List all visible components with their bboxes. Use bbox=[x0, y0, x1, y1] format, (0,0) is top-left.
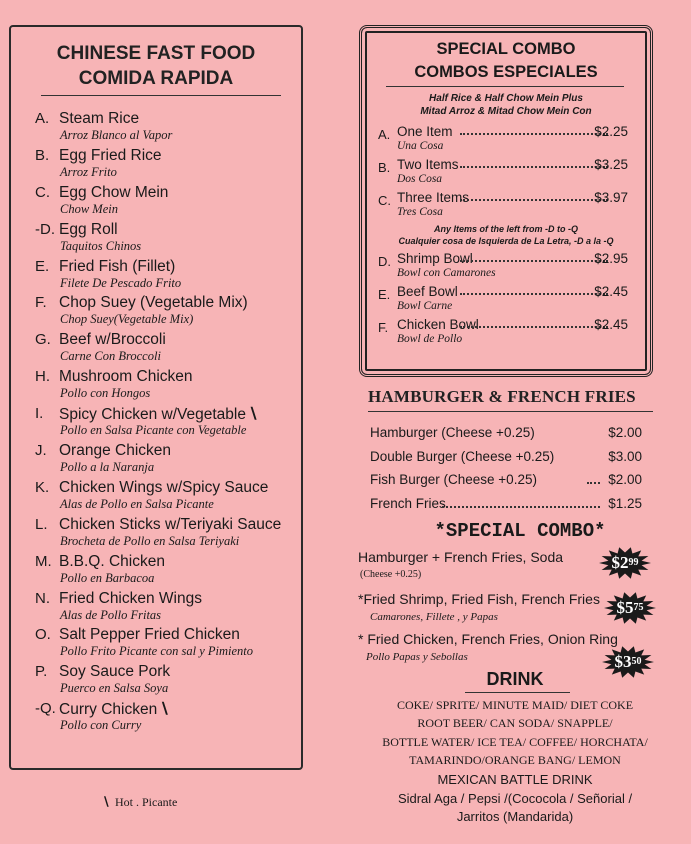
menu-item-name-text: Fried Fish (Fillet) bbox=[59, 257, 176, 275]
menu-item-letter: C. bbox=[35, 183, 50, 201]
menu-item-spanish: Taquitos Chinos bbox=[60, 238, 142, 253]
combo-note bbox=[362, 223, 650, 247]
menu-item bbox=[35, 110, 301, 147]
combo-title-english: SPECIAL COMBO bbox=[436, 40, 576, 58]
menu-title-spanish: COMIDA RAPIDA bbox=[78, 68, 234, 89]
menu-item-name-text: Curry Chicken bbox=[59, 701, 158, 719]
menu-item-letter: F. bbox=[35, 294, 47, 312]
combo-item-spanish: Bowl con Camarones bbox=[397, 267, 496, 279]
burger-item-price: $3.00 bbox=[608, 449, 642, 464]
burger-item bbox=[370, 472, 642, 494]
price-1-main: 2 bbox=[620, 553, 629, 572]
menu-item-letter: J. bbox=[35, 442, 47, 460]
menu-item-spanish: Arroz Frito bbox=[60, 164, 117, 179]
burger-item-price: $1.25 bbox=[608, 496, 642, 511]
combo-item bbox=[378, 284, 650, 317]
menu-item-spanish: Alas de Pollo Fritas bbox=[60, 607, 162, 622]
combo-item-letter: A. bbox=[378, 127, 391, 142]
menu-item-letter: N. bbox=[35, 589, 50, 607]
menu-item-name bbox=[59, 368, 193, 386]
special-combo-3-sub: Pollo Papas y Sebollas bbox=[366, 651, 468, 663]
menu-item-name-text: Beef w/Broccoli bbox=[59, 331, 166, 349]
chinese-menu-panel bbox=[9, 25, 303, 770]
combo-item bbox=[378, 317, 650, 350]
menu-item-letter: K. bbox=[35, 478, 50, 496]
menu-item-spanish: Pollo en Barbacoa bbox=[60, 570, 155, 585]
menu-item-name-text: Soy Sauce Pork bbox=[59, 663, 171, 681]
burger-item bbox=[370, 425, 642, 447]
menu-item-spanish: Carne Con Broccoli bbox=[60, 349, 161, 364]
combo-note-english: Any Items of the left from -D to -Q bbox=[434, 224, 578, 234]
combo-item-name: Two Items bbox=[397, 157, 459, 172]
menu-item bbox=[35, 405, 301, 442]
menu-item-letter: -D. bbox=[35, 220, 55, 238]
burger-item-name: Double Burger (Cheese +0.25) bbox=[370, 449, 555, 464]
menu-item-spanish: Puerco en Salsa Soya bbox=[60, 681, 169, 696]
menu-item bbox=[35, 700, 301, 737]
combo-subtitle-spanish: Mitad Arroz & Mitad Chow Mein Con bbox=[420, 106, 592, 117]
title-divider bbox=[41, 95, 281, 96]
menu-item bbox=[35, 331, 301, 368]
combo-title-spanish: COMBOS ESPECIALES bbox=[414, 63, 598, 81]
combo-subtitle-english: Half Rice & Half Chow Mein Plus bbox=[429, 93, 583, 104]
menu-item-name bbox=[59, 331, 166, 349]
special-combo-2: *Fried Shrimp, Fried Fish, French Fries bbox=[358, 591, 600, 607]
combo-item bbox=[378, 124, 650, 157]
menu-item bbox=[35, 590, 301, 627]
menu-item-name-text: B.B.Q. Chicken bbox=[59, 552, 165, 570]
menu-item bbox=[35, 626, 301, 663]
dot-leader bbox=[460, 293, 608, 295]
menu-item-spanish: Pollo Frito Picante con sal y Pimiento bbox=[60, 644, 254, 659]
combo-item-spanish: Bowl Carne bbox=[397, 300, 453, 312]
price-burst-3-text: $ 3 50 bbox=[614, 652, 642, 671]
dot-leader bbox=[460, 166, 608, 168]
combo-count-list bbox=[362, 124, 650, 223]
combo-item-price: $2.95 bbox=[594, 251, 628, 266]
menu-item-spanish: Pollo con Hongos bbox=[60, 386, 151, 401]
menu-item-name bbox=[59, 110, 139, 128]
hot-pepper-icon: ∖ bbox=[247, 406, 258, 424]
menu-item-letter: E. bbox=[35, 257, 50, 275]
drink-line: Sidral Aga / Pepsi /(Cococola / Señorial / bbox=[397, 791, 633, 806]
combo-bowl-list bbox=[362, 251, 650, 350]
price-burst-2-text: $ 5 75 bbox=[616, 598, 644, 617]
dot-leader bbox=[442, 506, 600, 508]
burger-item-name: Hamburger (Cheese +0.25) bbox=[370, 425, 535, 440]
menu-item bbox=[35, 184, 301, 221]
drink-title-divider bbox=[465, 692, 570, 693]
dot-leader bbox=[460, 199, 608, 201]
menu-item-spanish: Arroz Blanco al Vapor bbox=[60, 128, 173, 142]
combo-item-name: Shrimp Bowl bbox=[397, 251, 473, 266]
price-burst-1-text: $ 2 99 bbox=[611, 553, 639, 572]
menu-item-letter: -Q. bbox=[35, 700, 56, 718]
menu-item bbox=[35, 294, 301, 331]
combo-item-letter: B. bbox=[378, 160, 391, 175]
menu-item-letter: M. bbox=[35, 552, 52, 570]
combo-item-spanish: Tres Cosa bbox=[397, 206, 443, 218]
combo-item-price: $2.25 bbox=[594, 124, 628, 139]
menu-item bbox=[35, 258, 301, 295]
menu-item-name-text: Spicy Chicken w/Vegetable bbox=[59, 406, 246, 424]
menu-title-english: CHINESE FAST FOOD bbox=[56, 43, 256, 64]
combo-item bbox=[378, 157, 650, 190]
drink-line: COKE/ SPRITE/ MINUTE MAID/ DIET COKE bbox=[396, 698, 634, 712]
menu-list bbox=[11, 110, 301, 737]
dot-leader bbox=[587, 482, 600, 484]
menu-item-name bbox=[59, 626, 240, 644]
menu-item-letter: A. bbox=[35, 110, 50, 127]
menu-item bbox=[35, 147, 301, 184]
special-combo-2-sub: Camarones, Fillete , y Papas bbox=[370, 611, 498, 623]
menu-item bbox=[35, 516, 301, 553]
combo-item bbox=[378, 251, 650, 284]
menu-item-letter: G. bbox=[35, 331, 51, 349]
special-combo-3: * Fried Chicken, French Fries, Onion Ring bbox=[358, 631, 618, 647]
burger-item-name: French Fries bbox=[370, 496, 446, 511]
combo-note-spanish: Cualquier cosa de Isquierda de La Letra, -D a la -Q bbox=[398, 236, 614, 246]
menu-item bbox=[35, 553, 301, 590]
burger-section-title: HAMBURGER & FRENCH FRIES bbox=[368, 387, 636, 406]
combo-item-name: Chicken Bowl bbox=[397, 317, 479, 332]
menu-item-spanish: Chop Suey(Vegetable Mix) bbox=[60, 312, 194, 327]
price-burst-1 bbox=[598, 546, 652, 580]
hot-legend-text: Hot . Picante bbox=[115, 795, 178, 809]
combo-item-letter: E. bbox=[378, 287, 391, 302]
dot-leader bbox=[460, 326, 608, 328]
menu-item-name bbox=[59, 294, 248, 312]
combo-item-letter: D. bbox=[378, 254, 391, 269]
menu-item bbox=[35, 368, 301, 405]
burger-item-price: $2.00 bbox=[608, 472, 642, 487]
special-combo-1: Hamburger + French Fries, Soda bbox=[358, 549, 564, 565]
menu-item-name-text: Fried Chicken Wings bbox=[59, 589, 202, 607]
combo-item-letter: F. bbox=[378, 320, 389, 335]
menu-item-name bbox=[59, 147, 162, 165]
combo-item-price: $2.45 bbox=[594, 284, 628, 299]
menu-item-name-text: Chicken Wings w/Spicy Sauce bbox=[59, 478, 269, 496]
combo-item-name: Beef Bowl bbox=[397, 284, 458, 299]
combo-item-price: $3.25 bbox=[594, 157, 628, 172]
menu-item-spanish: Filete De Pescado Frito bbox=[60, 275, 182, 290]
drink-line: MEXICAN BATTLE DRINK bbox=[437, 772, 593, 787]
menu-item-name-text: Egg Chow Mein bbox=[59, 183, 169, 201]
combo-item bbox=[378, 190, 650, 223]
drink-line: Jarritos (Mandarida) bbox=[456, 809, 574, 824]
menu-item-name bbox=[59, 405, 258, 424]
combo-item-spanish: Dos Cosa bbox=[397, 173, 443, 185]
menu-title bbox=[11, 41, 301, 91]
menu-item-name-text: Orange Chicken bbox=[59, 442, 172, 460]
burger-title-divider bbox=[368, 411, 653, 412]
price-3-main: 3 bbox=[623, 652, 632, 671]
special-combo-box bbox=[359, 25, 653, 377]
menu-item-letter: P. bbox=[35, 663, 48, 681]
hot-pepper-icon: ∖ bbox=[102, 795, 110, 809]
combo-item-spanish: Bowl de Pollo bbox=[397, 333, 463, 345]
menu-item-name-text: Egg Fried Rice bbox=[59, 146, 162, 164]
combo-subtitle bbox=[362, 92, 650, 118]
price-2-main: 5 bbox=[625, 598, 634, 617]
menu-item bbox=[35, 221, 301, 258]
drink-line: BOTTLE WATER/ ICE TEA/ COFFEE/ HORCHATA/ bbox=[382, 735, 648, 749]
menu-item-letter: B. bbox=[35, 146, 50, 164]
menu-item-spanish: Chow Mein bbox=[60, 201, 118, 216]
drink-line: TAMARINDO/ORANGE BANG/ LEMON bbox=[409, 753, 621, 767]
menu-item-spanish: Pollo con Curry bbox=[60, 718, 142, 733]
combo-item-name: Three Items bbox=[397, 190, 470, 205]
menu-item-name bbox=[59, 221, 118, 239]
menu-item-name bbox=[59, 700, 169, 719]
drink-line: ROOT BEER/ CAN SODA/ SNAPPLE/ bbox=[417, 716, 613, 730]
menu-item-name-text: Mushroom Chicken bbox=[59, 368, 193, 386]
menu-item bbox=[35, 479, 301, 516]
menu-item-name bbox=[59, 516, 281, 534]
menu-item-name-text: Salt Pepper Fried Chicken bbox=[59, 626, 240, 644]
drink-section-title: DRINK bbox=[486, 669, 544, 689]
menu-item-name bbox=[59, 479, 268, 497]
combo-item-name: One Item bbox=[397, 124, 453, 139]
burger-item bbox=[370, 496, 642, 518]
menu-item-name bbox=[59, 590, 202, 608]
menu-item-name bbox=[59, 442, 171, 460]
special-combo-title: *SPECIAL COMBO* bbox=[434, 520, 606, 542]
menu-item-name bbox=[59, 663, 170, 681]
menu-item-name-text: Steam Rice bbox=[59, 110, 140, 127]
price-burst-2 bbox=[603, 591, 657, 625]
combo-item-price: $3.97 bbox=[594, 190, 628, 205]
burger-item-price: $2.00 bbox=[608, 425, 642, 440]
menu-item-spanish: Pollo en Salsa Picante con Vegetable bbox=[60, 423, 247, 438]
menu-item-name-text: Egg Roll bbox=[59, 220, 118, 238]
menu-item-name bbox=[59, 258, 175, 276]
menu-item-name-text: Chop Suey (Vegetable Mix) bbox=[59, 294, 248, 312]
menu-item-spanish: Brocheta de Pollo en Salsa Teriyaki bbox=[60, 533, 240, 548]
menu-item-name bbox=[59, 553, 165, 571]
menu-item-spanish: Alas de Pollo en Salsa Picante bbox=[60, 496, 214, 511]
menu-item-letter: I. bbox=[35, 405, 44, 423]
combo-title bbox=[362, 38, 650, 84]
combo-title-divider bbox=[386, 86, 624, 87]
menu-item-letter: O. bbox=[35, 626, 51, 644]
menu-item-letter: L. bbox=[35, 515, 48, 533]
combo-item-spanish: Una Cosa bbox=[397, 140, 444, 152]
special-combo-1-sub: (Cheese +0.25) bbox=[360, 569, 422, 580]
dot-leader bbox=[460, 133, 608, 135]
hot-legend bbox=[100, 795, 177, 810]
menu-item bbox=[35, 442, 301, 479]
burger-item-name: Fish Burger (Cheese +0.25) bbox=[370, 472, 537, 487]
menu-item-letter: H. bbox=[35, 368, 50, 386]
menu-item-name bbox=[59, 184, 168, 202]
combo-item-letter: C. bbox=[378, 193, 391, 208]
menu-item-spanish: Pollo a la Naranja bbox=[60, 460, 155, 475]
menu-item-name-text: Chicken Sticks w/Teriyaki Sauce bbox=[59, 515, 282, 533]
burger-item bbox=[370, 449, 642, 471]
hot-pepper-icon: ∖ bbox=[159, 701, 170, 719]
dot-leader bbox=[460, 260, 608, 262]
combo-item-price: $2.45 bbox=[594, 317, 628, 332]
menu-item bbox=[35, 663, 301, 700]
